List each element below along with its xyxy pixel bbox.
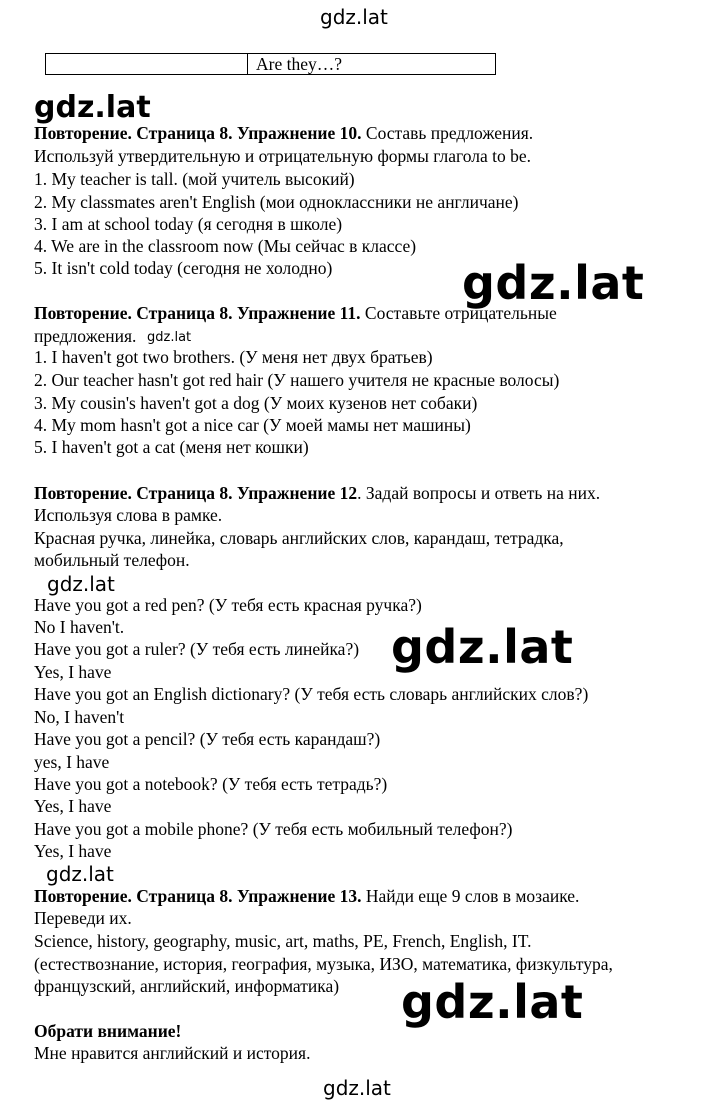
ex11-instruction-1: Составьте отрицательные	[360, 303, 557, 323]
watermark-ex10: gdz.lat	[34, 90, 151, 125]
ex12-instruction-1: . Задай вопросы и ответь на них.	[357, 483, 601, 503]
ex12-line: Yes, I have	[34, 841, 112, 861]
watermark-ex13: gdz.lat	[46, 862, 114, 886]
ex12-line: Have you got a pencil? (У тебя есть карандаш?)	[34, 729, 381, 749]
table-divider	[247, 54, 248, 74]
ex10-item: 2. My classmates aren't English (мои одноклассники не англичане)	[34, 192, 519, 212]
ex12-line: Have you got a ruler? (У тебя есть линейка?)	[34, 639, 360, 659]
watermark-ex12: gdz.lat	[47, 572, 115, 596]
ex10-heading-line	[34, 122, 533, 144]
table-cell-right: Are they…?	[256, 54, 343, 74]
ex10-item: 5. It isn't cold today (сегодня не холодно)	[34, 258, 333, 278]
ex12-line: Have you got a red pen? (У тебя есть красная ручка?)	[34, 595, 422, 615]
ex10-instruction-2: Используй утвердительную и отрицательную формы глагола to be.	[34, 146, 532, 166]
ex11-item: 3. My cousin's haven't got a dog (У моих кузенов нет собаки)	[34, 393, 478, 413]
ex13-line: Science, history, geography, music, art, maths, PE, French, English, IT.	[34, 931, 532, 951]
ex11-item: 1. I haven't got two brothers. (У меня нет двух братьев)	[34, 347, 433, 367]
ex12-line: Have you got an English dictionary? (У тебя есть словарь английских слов?)	[34, 684, 589, 704]
ex12-heading: Повторение. Страница 8. Упражнение 12	[34, 483, 358, 503]
ex11-item: 2. Our teacher hasn't got red hair (У нашего учителя не красные волосы)	[34, 370, 560, 390]
ex12-heading-line	[34, 482, 600, 504]
ex12-line: Have you got a mobile phone? (У тебя есть мобильный телефон?)	[34, 819, 513, 839]
table-fragment	[45, 53, 496, 75]
ex10-heading: Повторение. Страница 8. Упражнение 10.	[34, 123, 362, 143]
ex12-line: Yes, I have	[34, 796, 112, 816]
ex13-instruction-2: Переведи их.	[34, 908, 132, 928]
ex10-item: 1. My teacher is tall. (мой учитель высокий)	[34, 169, 355, 189]
ex10-instruction-1: Составь предложения.	[361, 123, 534, 143]
ex11-instruction-2: предложения.	[34, 326, 137, 346]
note-heading-text: Обрати внимание!	[34, 1021, 182, 1041]
ex12-instruction-2: Используя слова в рамке.	[34, 505, 223, 525]
ex12-line: yes, I have	[34, 752, 110, 772]
watermark-ex13-large: gdz.lat	[401, 975, 584, 1029]
ex10-item: 3. I am at school today (я сегодня в школе)	[34, 214, 343, 234]
watermark-ex11-small: gdz.lat	[147, 330, 192, 345]
ex13-line: (естествознание, история, география, музыка, ИЗО, математика, физкультура,	[34, 954, 613, 974]
ex11-heading-line	[34, 302, 557, 324]
ex12-line: Yes, I have	[34, 662, 112, 682]
watermark-top: gdz.lat	[320, 5, 388, 29]
watermark-ex10-large: gdz.lat	[462, 256, 645, 310]
ex11-heading: Повторение. Страница 8. Упражнение 11.	[34, 303, 361, 323]
ex13-heading-line	[34, 885, 579, 907]
ex12-line: No, I haven't	[34, 707, 125, 727]
ex13-heading: Повторение. Страница 8. Упражнение 13.	[34, 886, 362, 906]
ex13-line: французский, английский, информатика)	[34, 976, 340, 996]
ex10-item: 4. We are in the classroom now (Мы сейчас в классе)	[34, 236, 417, 256]
ex11-item: 4. My mom hasn't got a nice car (У моей мамы нет машины)	[34, 415, 471, 435]
ex13-instruction-1: Найди еще 9 слов в мозаике.	[361, 886, 580, 906]
note-heading	[34, 1020, 181, 1042]
ex12-words-2: мобильный телефон.	[34, 550, 190, 570]
ex12-line: Have you got a notebook? (У тебя есть тетрадь?)	[34, 774, 388, 794]
ex12-words-1: Красная ручка, линейка, словарь английских слов, карандаш, тетрадка,	[34, 528, 564, 548]
ex12-line: No I haven't.	[34, 617, 125, 637]
ex11-item: 5. I haven't got a cat (меня нет кошки)	[34, 437, 309, 457]
watermark-ex12-large: gdz.lat	[391, 620, 574, 674]
note-text: Мне нравится английский и история.	[34, 1043, 311, 1063]
watermark-bottom: gdz.lat	[323, 1076, 391, 1100]
